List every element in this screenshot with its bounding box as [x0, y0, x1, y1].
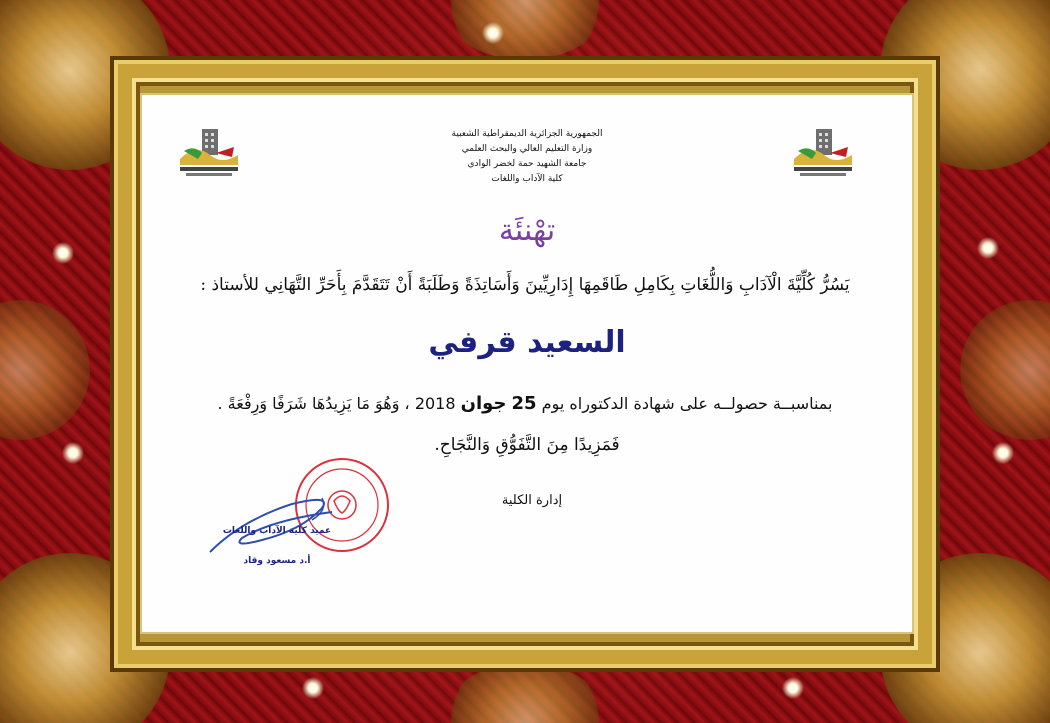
- signature-icon: [202, 490, 402, 560]
- wish-text: فَمَزِيدًا مِنَ التَّفَوُّقِ وَالنَّجَاحِ.: [434, 435, 620, 455]
- sparkle-icon: [990, 440, 1016, 466]
- sparkle-icon: [975, 235, 1001, 261]
- recipient-name: السعيد قرفي: [428, 325, 626, 360]
- edge-ornament: [960, 300, 1050, 440]
- university-logo-icon: [790, 125, 856, 181]
- occasion-year: 2018: [414, 394, 456, 413]
- sparkle-icon: [50, 240, 76, 266]
- dean-name: أ.د مسعود وقاد: [243, 556, 311, 566]
- sparkle-icon: [780, 675, 806, 701]
- edge-ornament: [440, 663, 610, 723]
- university-logo-icon: [176, 125, 242, 181]
- header-line-ministry: وزارة التعليم العالي والبحث العلمي: [461, 144, 593, 154]
- intro-text: يَسُرُّ كُلِّيَّةَ الْآدَابِ وَاللُّغَاتِ بِكَامِلِ طَاقَمِهَا إِدَارِيِّينَ وَأَسَاتِذَةً وَطَلَبَةً أَنْ تَتَقَدَّمَ بِأَحَرِّ التَّهَانِي للأستاذ :: [200, 275, 850, 295]
- edge-ornament: [0, 300, 90, 440]
- certificate-title: تهْنئَة: [498, 213, 556, 248]
- occasion-text: [150, 393, 900, 414]
- edge-ornament: [440, 0, 610, 60]
- institution-header: [377, 127, 677, 187]
- occasion-month: جوان: [460, 393, 507, 414]
- signatory: إدارة الكلية: [501, 493, 563, 508]
- sparkle-icon: [60, 440, 86, 466]
- occasion-day: 25: [511, 393, 537, 414]
- header-line-university: جامعة الشهيد حمة لخضر الوادي: [467, 159, 587, 169]
- dean-title: عميد كلية الآداب واللغات: [222, 526, 332, 536]
- sparkle-icon: [300, 675, 326, 701]
- certificate-paper: [142, 95, 912, 632]
- occasion-part2: ، وَهُوَ مَا يَزِيدُهَا شَرَفًا وَرِفْعَةً .: [217, 394, 410, 413]
- header-line-faculty: كلية الآداب واللغات: [491, 174, 563, 184]
- header-line-republic: الجمهورية الجزائرية الديمقراطية الشعبية: [451, 129, 603, 139]
- sparkle-icon: [480, 20, 506, 46]
- occasion-part1: بمناسبــة حصولــه على شهادة الدكتوراه يوم: [541, 394, 833, 413]
